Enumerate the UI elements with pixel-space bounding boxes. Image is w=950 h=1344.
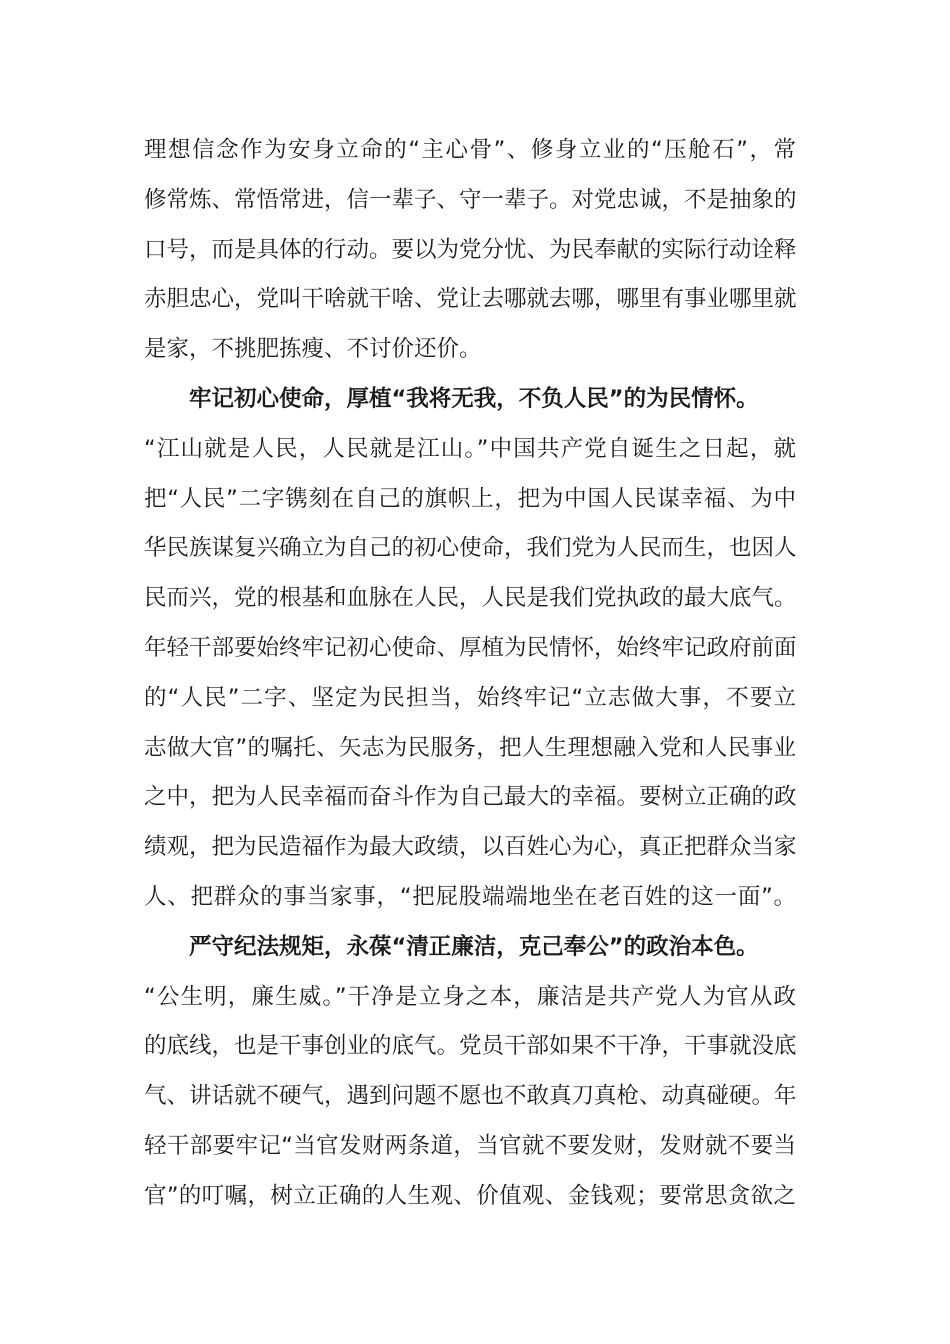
text-line: 是家，不挑肥拣瘦、不讨价还价。 — [144, 336, 482, 363]
text-line: “公生明，廉生威。”干净是立身之本，廉洁是共产党人为官从政 — [144, 983, 796, 1010]
text-line: 轻干部要牢记“当官发财两条道，当官就不要发财，发财就不要当 — [144, 1132, 796, 1159]
section-heading: 牢记初心使命，厚植“我将无我，不负人民”的为民情怀。 — [189, 385, 759, 412]
text-line: 之中，把为人民幸福而奋斗作为自己最大的幸福。要树立正确的政 — [144, 784, 797, 811]
text-line: 官”的叮嘱，树立正确的人生观、价值观、金钱观；要常思贪欲之 — [144, 1182, 796, 1209]
text-line: 民而兴，党的根基和血脉在人民，人民是我们党执政的最大底气。 — [144, 585, 797, 612]
text-line: 口号，而是具体的行动。要以为党分忧、为民奉献的实际行动诠释 — [144, 236, 797, 263]
text-line: 人、把群众的事当家事，“把屁股端端地坐在老百姓的这一面”。 — [144, 883, 796, 910]
text-line: 的“人民”二字、坚定为民担当，始终牢记“立志做大事，不要立 — [144, 684, 796, 711]
text-line: 绩观，把为民造福作为最大政绩，以百姓心为心，真正把群众当家 — [144, 834, 797, 861]
text-line: 气、讲话就不硬气，遇到问题不愿也不敢真刀真枪、动真碰硬。年 — [144, 1083, 797, 1110]
text-line: 的底线，也是干事创业的底气。党员干部如果不干净，干事就没底 — [144, 1033, 797, 1060]
text-line: 华民族谋复兴确立为自己的初心使命，我们党为人民而生，也因人 — [144, 535, 797, 562]
text-line: 把“人民”二字镌刻在自己的旗帜上，把为中国人民谋幸福、为中 — [144, 485, 796, 512]
text-line: 理想信念作为安身立命的“主心骨”、修身立业的“压舱石”，常 — [144, 137, 796, 163]
text-line: 志做大官”的嘱托、矢志为民服务，把人生理想融入党和人民事业 — [144, 734, 796, 761]
section-heading: 严守纪法规矩，永葆“清正廉洁，克己奉公”的政治本色。 — [189, 933, 759, 960]
text-line: 赤胆忠心，党叫干啥就干啥、党让去哪就去哪，哪里有事业哪里就 — [144, 286, 797, 313]
text-line: 修常炼、常悟常进，信一辈子、守一辈子。对党忠诚，不是抽象的 — [144, 186, 797, 213]
document-text — [144, 126, 796, 1222]
text-line: 年轻干部要始终牢记初心使命、厚植为民情怀，始终牢记政府前面 — [144, 634, 797, 661]
text-line: “江山就是人民，人民就是江山。”中国共产党自诞生之日起，就 — [144, 435, 796, 462]
